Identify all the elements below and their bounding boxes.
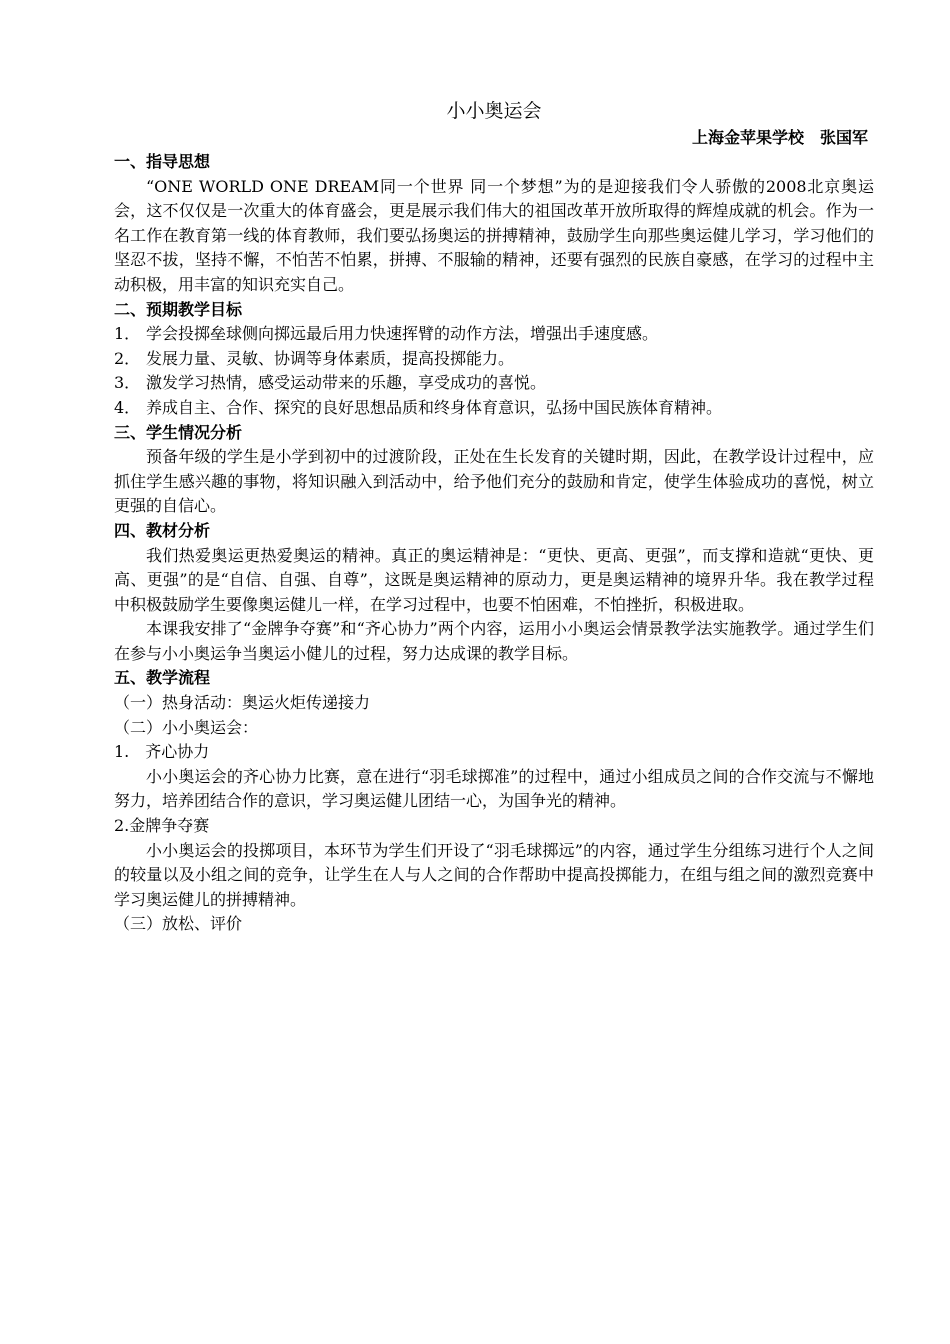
list-item-text: 养成自主、合作、探究的良好思想品质和终身体育意识，弘扬中国民族体育精神。 <box>146 397 723 417</box>
paragraph-material-analysis-1: 我们热爱奥运更热爱奥运的精神。真正的奥运精神是：“更快、更高、更强”，而支撑和造就“更快、更高、更强”的是“自信、自强、自尊”，这既是奥运精神的原动力，更是奥运精神的境界升华。我在教学过程中积极鼓励学生要像奥运健儿一样，在学习过程中，也要不怕困难，不怕挫折，积极进取。 <box>114 545 874 614</box>
list-item-text: 学会投掷垒球侧向掷远最后用力快速挥臂的动作方法，增强出手速度感。 <box>146 324 659 344</box>
list-item <box>114 347 874 372</box>
section-heading-student-analysis: 三、学生情况分析 <box>114 422 243 442</box>
flow-step-warmup: （一）热身活动：奥运火炬传递接力 <box>114 693 371 713</box>
paragraph-guiding-thought: “ONE WORLD ONE DREAM同一个世界 同一个梦想”为的是迎接我们令人骄傲的2008北京奥运会，这不仅仅是一次重大的体育盛会，更是展示我们伟大的祖国改革开放所取得的辉煌成就的机会。作为一名工作在教育第一线的体育教师，我们要弘扬奥运的拼搏精神，鼓励学生向那些奥运健儿学习，学习他们的坚忍不拔，坚持不懈，不怕苦不怕累，拼搏、不服输的精神，还要有强烈的民族自豪感，在学习的过程中主动积极，用丰富的知识充实自己。 <box>114 176 874 294</box>
list-item-text: 发展力量、灵敏、协调等身体素质，提高投掷能力。 <box>146 348 515 368</box>
flow-step-relax: （三）放松、评价 <box>114 914 243 934</box>
list-item-number: 4． <box>114 397 141 417</box>
section-heading-material-analysis: 四、教材分析 <box>114 520 211 540</box>
list-item-number: 3． <box>114 373 141 393</box>
flow-item-heading-gold-medal: 2.金牌争夺赛 <box>114 816 210 836</box>
section-heading-teaching-flow: 五、教学流程 <box>114 668 211 688</box>
section-heading-guiding-thought: 一、指导思想 <box>114 152 211 171</box>
document-title: 小小奥运会 <box>446 100 542 122</box>
paragraph-material-analysis-2: 本课我安排了“金牌争夺赛”和“齐心协力”两个内容，运用小小奥运会情景教学法实施教学。通过学生们在参与小小奥运争当奥运小健儿的过程，努力达成课的教学目标。 <box>114 619 874 663</box>
document-author: 上海金苹果学校 张国军 <box>691 128 868 147</box>
flow-item-heading-teamwork: 1. 齐心协力 <box>114 742 210 762</box>
document-page <box>114 96 874 937</box>
paragraph-student-analysis: 预备年级的学生是小学到初中的过渡阶段，正处在生长发育的关键时期，因此，在教学设计过程中，应抓住学生感兴趣的事物，将知识融入到活动中，给予他们充分的鼓励和肯定，使学生体验成功的喜悦，树立更强的自信心。 <box>114 447 874 516</box>
list-item-number: 2． <box>114 348 141 368</box>
list-item-text: 激发学习热情，感受运动带来的乐趣，享受成功的喜悦。 <box>146 373 547 393</box>
flow-step-games: （二）小小奥运会： <box>114 717 259 737</box>
list-item <box>114 322 874 347</box>
section-heading-teaching-goals: 二、预期教学目标 <box>114 299 243 319</box>
paragraph-teamwork: 小小奥运会的齐心协力比赛，意在进行“羽毛球掷准”的过程中，通过小组成员之间的合作交流与不懈地努力，培养团结合作的意识，学习奥运健儿团结一心，为国争光的精神。 <box>114 766 874 811</box>
list-item-number: 1． <box>114 324 141 344</box>
paragraph-gold-medal: 小小奥运会的投掷项目，本环节为学生们开设了“羽毛球掷远”的内容，通过学生分组练习进行个人之间的较量以及小组之间的竞争，让学生在人与人之间的合作帮助中提高投掷能力，在组与组之间的激烈竞赛中学习奥运健儿的拼搏精神。 <box>114 840 874 909</box>
list-item <box>114 396 874 421</box>
list-item <box>114 371 874 396</box>
teaching-goals-list <box>114 322 874 420</box>
